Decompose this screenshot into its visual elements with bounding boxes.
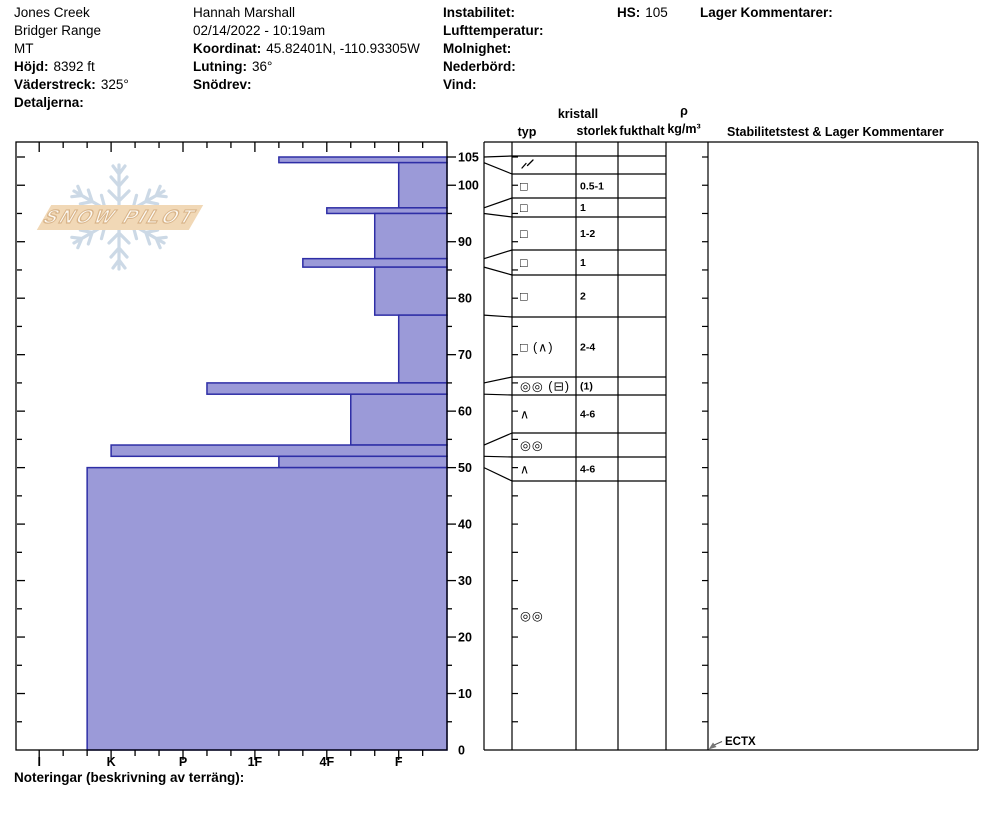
grain-type-symbol[interactable]: □ [520, 289, 529, 304]
depth-tick-label: 50 [458, 461, 472, 476]
hardness-tick-label: 1F [247, 755, 263, 769]
observer-name: Hannah Marshall [193, 5, 296, 20]
grain-size-value[interactable]: 0.5-1 [580, 180, 604, 193]
grain-size-value[interactable]: 1 [580, 202, 586, 214]
depth-tick-label: 80 [458, 291, 472, 306]
layer-connector-line [484, 394, 512, 395]
snow-layer-bar[interactable] [327, 208, 447, 214]
layer-connector-line [484, 267, 512, 275]
site-name: Jones Creek [14, 5, 90, 20]
layer-table-grid [484, 142, 978, 750]
snow-layer-bar[interactable] [375, 213, 447, 258]
layer-comments-label: Lager Kommentarer: [700, 5, 833, 20]
grain-size-value[interactable]: 1-2 [580, 228, 596, 240]
coordinates-label: Koordinat: [193, 41, 262, 56]
grain-type-symbol[interactable]: □ [520, 201, 529, 215]
col-header-storlek: storlek [576, 124, 618, 138]
snow-layer-bar[interactable] [375, 267, 447, 315]
grain-size-value[interactable]: 4-6 [580, 408, 596, 421]
hardness-tick-label: P [178, 755, 188, 769]
stability-test-annotation[interactable] [709, 736, 757, 750]
snow-layer-bar[interactable] [111, 445, 447, 456]
snow-layer-bar[interactable] [303, 259, 447, 267]
wind-label: Vind: [443, 77, 477, 92]
grain-size-value[interactable]: 2 [580, 290, 586, 303]
depth-tick-label: 60 [458, 404, 472, 419]
layer-connector-line [484, 315, 512, 317]
grain-size-value[interactable]: 2-4 [580, 341, 596, 354]
hardness-tick-label: K [106, 755, 116, 769]
slope-label: Lutning: [193, 59, 247, 74]
snow-layer-bar[interactable] [279, 456, 447, 467]
coordinates-value: 45.82401N, -110.93305W [266, 41, 420, 56]
site-state: MT [14, 41, 34, 56]
layer-connector-line [484, 250, 512, 259]
grain-type-symbol[interactable]: ∧ [520, 462, 531, 477]
depth-tick-label: 0 [458, 743, 465, 758]
layer-connector-line [484, 468, 512, 481]
layer-connector-line [484, 456, 512, 457]
grain-type-symbol[interactable]: □ [520, 179, 529, 194]
layer-connector-line [484, 163, 512, 174]
layer-connector-line [484, 198, 512, 208]
layer-connector-line [484, 433, 512, 445]
snow-layer-bar[interactable] [279, 157, 447, 163]
snowpilot-logo [37, 205, 203, 230]
grain-type-symbol[interactable]: □ [520, 256, 529, 270]
layer-table-headers [518, 104, 944, 139]
grain-type-symbol[interactable]: ◎◎ [520, 438, 544, 453]
col-header-typ: typ [517, 125, 537, 139]
elevation-value: 8392 ft [53, 59, 95, 74]
depth-tick-label: 20 [458, 630, 472, 645]
hs-value: 105 [645, 5, 668, 20]
airtemp-label: Lufttemperatur: [443, 23, 544, 38]
depth-tick-label: 105 [458, 150, 479, 165]
grain-type-symbol[interactable]: □ (∧) [520, 340, 554, 355]
col-header-rho: ρ [680, 104, 688, 118]
layer-table-rows [520, 160, 604, 623]
snow-layer-bar[interactable] [399, 163, 447, 208]
col-header-kristall: kristall [557, 107, 599, 121]
grain-size-value[interactable]: (1) [580, 380, 593, 393]
snow-layer-bar[interactable] [207, 383, 447, 394]
col-header-fukthalt: fukthalt [619, 124, 665, 138]
slope-value: 36° [251, 59, 273, 74]
depth-tick-label: 30 [458, 574, 472, 589]
layer-connector-line [484, 213, 512, 217]
hardness-tick-label: F [394, 755, 403, 769]
stability-test-label: ECTX [725, 736, 756, 748]
grain-type-symbol[interactable]: □ [520, 227, 529, 241]
depth-tick-label: 10 [458, 687, 472, 702]
layer-connector-line [484, 156, 512, 157]
grain-type-symbol[interactable]: ∧ [520, 407, 531, 422]
grain-size-value[interactable]: 1 [580, 257, 586, 269]
snowpilot-logo-text: SNOW PILOT [39, 206, 202, 228]
hardness-tick-label: I [37, 755, 41, 769]
grain-type-symbol[interactable]: ◎◎ [520, 609, 544, 623]
site-range: Bridger Range [14, 23, 102, 38]
details-label: Detaljerna: [14, 95, 84, 110]
col-header-stability: Stabilitetstest & Lager Kommentarer [727, 125, 944, 139]
layer-connector-line [484, 377, 512, 383]
snow-layer-bar[interactable] [351, 394, 447, 445]
grain-symbol-decomposing[interactable] [522, 160, 533, 168]
notes-label: Noteringar (beskrivning av terräng): [14, 770, 245, 785]
drift-label: Snödrev: [193, 77, 252, 92]
grain-size-value[interactable]: 4-6 [580, 463, 596, 476]
depth-tick-label: 40 [458, 517, 472, 532]
sky-label: Molnighet: [443, 41, 512, 56]
snow-layer-bar[interactable] [87, 468, 447, 750]
hs-label: HS: [617, 5, 641, 20]
hardness-tick-label: 4F [319, 755, 335, 769]
instability-label: Instabilitet: [443, 5, 516, 20]
aspect-value: 325° [100, 77, 129, 92]
depth-tick-label: 90 [458, 235, 472, 250]
col-header-rho-unit: kg/m³ [667, 122, 701, 136]
grain-type-symbol[interactable]: ◎◎ (⊟) [520, 379, 571, 394]
elevation-label: Höjd: [14, 59, 49, 74]
precip-label: Nederbörd: [443, 59, 516, 74]
depth-tick-label: 100 [458, 178, 479, 193]
observation-datetime: 02/14/2022 - 10:19am [193, 23, 326, 38]
depth-tick-label: 70 [458, 348, 472, 363]
snow-layer-bar[interactable] [399, 315, 447, 383]
aspect-label: Väderstreck: [14, 77, 96, 92]
